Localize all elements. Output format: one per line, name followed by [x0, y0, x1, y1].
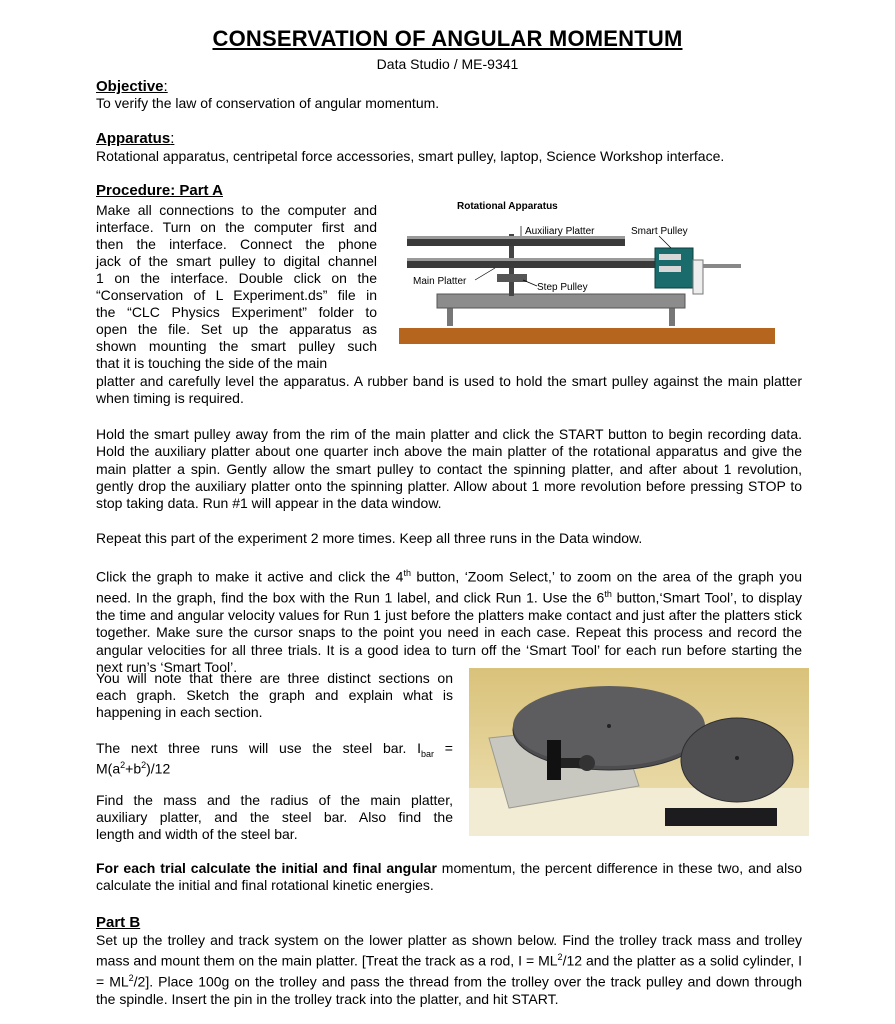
objective-heading-text: Objective: [96, 78, 164, 95]
sections-line: each graph. Sketch the graph and explain what is: [96, 687, 453, 703]
part-a-intro-line: then the interface. Connect the phone: [96, 236, 377, 252]
part-a-paragraph-start-recording: Hold the smart pulley away from the rim of the main platter and click the START button to begin recording data. Hold the auxiliary platter about one quarter inch above the main platter of the rotational apparatus and give the main platter a spin. Gently allow the smart pulley to contact the spinning platter, and after about 1 revolution, gently drop the auxiliary platter onto the spinning platter. Allow about 1 more revolution before pressing STOP to stop taking data. Run #1 will appear in the data window.: [96, 426, 802, 512]
part-a-paragraph-repeat: Repeat this part of the experiment 2 more times. Keep all three runs in the Data window.: [96, 530, 643, 546]
pulley-rod-shape: [703, 264, 741, 268]
part-b-heading: Part B: [96, 914, 141, 931]
rotational-apparatus-diagram: [397, 196, 777, 352]
formula-sup: 2: [120, 760, 126, 770]
steel-bar-eq: =: [434, 740, 453, 756]
photo-aux-hole-shape: [735, 756, 739, 760]
part-a-intro-line: interface. Turn on the computer first and: [96, 219, 377, 235]
part-a-intro-line: 1 on the interface. Double click on the: [96, 270, 377, 286]
part-a-paragraph-graph: [96, 565, 802, 676]
apparatus-photo: [469, 668, 809, 836]
sections-line: happening in each section.: [96, 704, 263, 720]
graph-text-part: Click the graph to make it active and click the 4: [96, 568, 404, 585]
part-a-intro-line: the “CLC Physics Experiment” folder to: [96, 304, 377, 320]
part-a-intro-line: jack of the smart pulley to digital channel: [96, 253, 377, 269]
apparatus-heading-text: Apparatus: [96, 130, 171, 147]
part-b-paragraph: [96, 932, 802, 1009]
steel-bar-sub: bar: [421, 748, 435, 759]
photo-smart-pulley-shape: [547, 740, 561, 780]
step-pulley-shape: [497, 274, 527, 282]
part-b-text: Set up the trolley and track system on the lower platter as shown below. Find the trolley track mass and trolley mass and mount them on the main platter. [Treat the track as a rod, I = ML: [96, 932, 802, 969]
part-a-intro-continuation: platter and carefully level the apparatus. A rubber band is used to hold the smart pulley against the main platter when timing is required.: [96, 373, 802, 407]
graph-text-part: button, ‘Zoom Select,’ to zoom on the area of the graph you need. In the graph, find the box with the Run 1 label, and click Run 1. Use the 6: [96, 568, 802, 606]
find-mass-line: length and width of the steel bar.: [96, 826, 298, 842]
steel-bar-formula: [96, 757, 170, 778]
right-foot-shape: [669, 308, 675, 326]
smart-pulley-stripe-shape: [659, 266, 681, 272]
sections-line: You will note that there are three distinct sections on: [96, 670, 453, 686]
diagram-title: Rotational Apparatus: [457, 201, 558, 212]
graph-text-sup: th: [604, 588, 612, 599]
find-mass-line: auxiliary platter, and the steel bar. Also find the: [96, 809, 453, 825]
main-platter-highlight-shape: [407, 258, 655, 261]
smart-pulley-label: Smart Pulley: [631, 226, 688, 237]
left-foot-shape: [447, 308, 453, 326]
formula-part: )/12: [146, 760, 171, 777]
main-platter-label: Main Platter: [413, 276, 467, 287]
part-a-intro-line: shown mounting the smart pulley such: [96, 338, 377, 354]
part-a-intro-line: Make all connections to the computer and: [96, 202, 377, 218]
part-a-intro-line: that it is touching the side of the main: [96, 355, 328, 371]
graph-text-part: button,‘Smart Tool’, to display the time and angular velocity values for Run 1 just before the platters make contact and just after the platters stick together. Make sure the cursor snaps to the point you need in each case. Repeat this process and record the angular velocities for all three trials. It is a good idea to turn off the ‘Smart Tool’ for each run before starting the next run’s ‘Smart Tool’.: [96, 589, 802, 675]
formula-sup: 2: [141, 760, 147, 770]
part-b-text: /2]. Place 100g on the trolley and pass the thread from the trolley over the track pulley and down through the spindle. Insert the pin in the trolley track into the platter, and hit START.: [96, 973, 802, 1008]
apparatus-text: Rotational apparatus, centripetal force accessories, smart pulley, laptop, Science Workshop interface.: [96, 148, 725, 164]
step-pulley-label: Step Pulley: [537, 282, 588, 293]
page-subtitle: Data Studio / ME-9341: [376, 56, 519, 72]
objective-text: To verify the law of conservation of angular momentum.: [96, 95, 440, 111]
page-title: CONSERVATION OF ANGULAR MOMENTUM: [212, 26, 683, 51]
photo-pulley-wheel-shape: [579, 755, 595, 771]
formula-part: M(a: [96, 760, 121, 777]
pulley-bracket-shape: [693, 260, 703, 294]
part-a-heading: Procedure: Part A: [96, 182, 223, 199]
steel-bar-text: The next three runs will use the steel bar. I: [96, 740, 422, 756]
apparatus-heading: Apparatus:: [96, 130, 175, 147]
smart-pulley-stripe-shape: [659, 254, 681, 260]
photo-spindle-shape: [607, 724, 611, 728]
calculation-paragraph: [96, 860, 802, 895]
part-a-intro-line: open the file. Set up the apparatus as: [96, 321, 377, 337]
auxiliary-platter-label: Auxiliary Platter: [525, 226, 595, 237]
find-mass-line: Find the mass and the radius of the main platter,: [96, 792, 453, 808]
graph-text-sup: th: [403, 568, 411, 578]
calculation-bold-text: For each trial calculate the initial and final angular: [96, 860, 437, 876]
formula-part: +b: [125, 760, 142, 777]
calculation-text: momentum, the percent difference in these two, and also calculate the initial and final rotational kinetic energies.: [96, 860, 802, 894]
part-b-text: /12 and the platter as a solid cylinder, I = ML: [96, 952, 802, 990]
base-plate-shape: [437, 294, 685, 308]
floor-shape: [399, 328, 775, 344]
part-b-sup: 2: [128, 973, 134, 984]
part-b-sup: 2: [557, 952, 563, 963]
photo-steel-bar-shape: [665, 808, 777, 826]
part-a-intro-line: “Conservation of L Experiment.ds” file in: [96, 287, 377, 303]
objective-heading: Objective:: [96, 78, 168, 95]
